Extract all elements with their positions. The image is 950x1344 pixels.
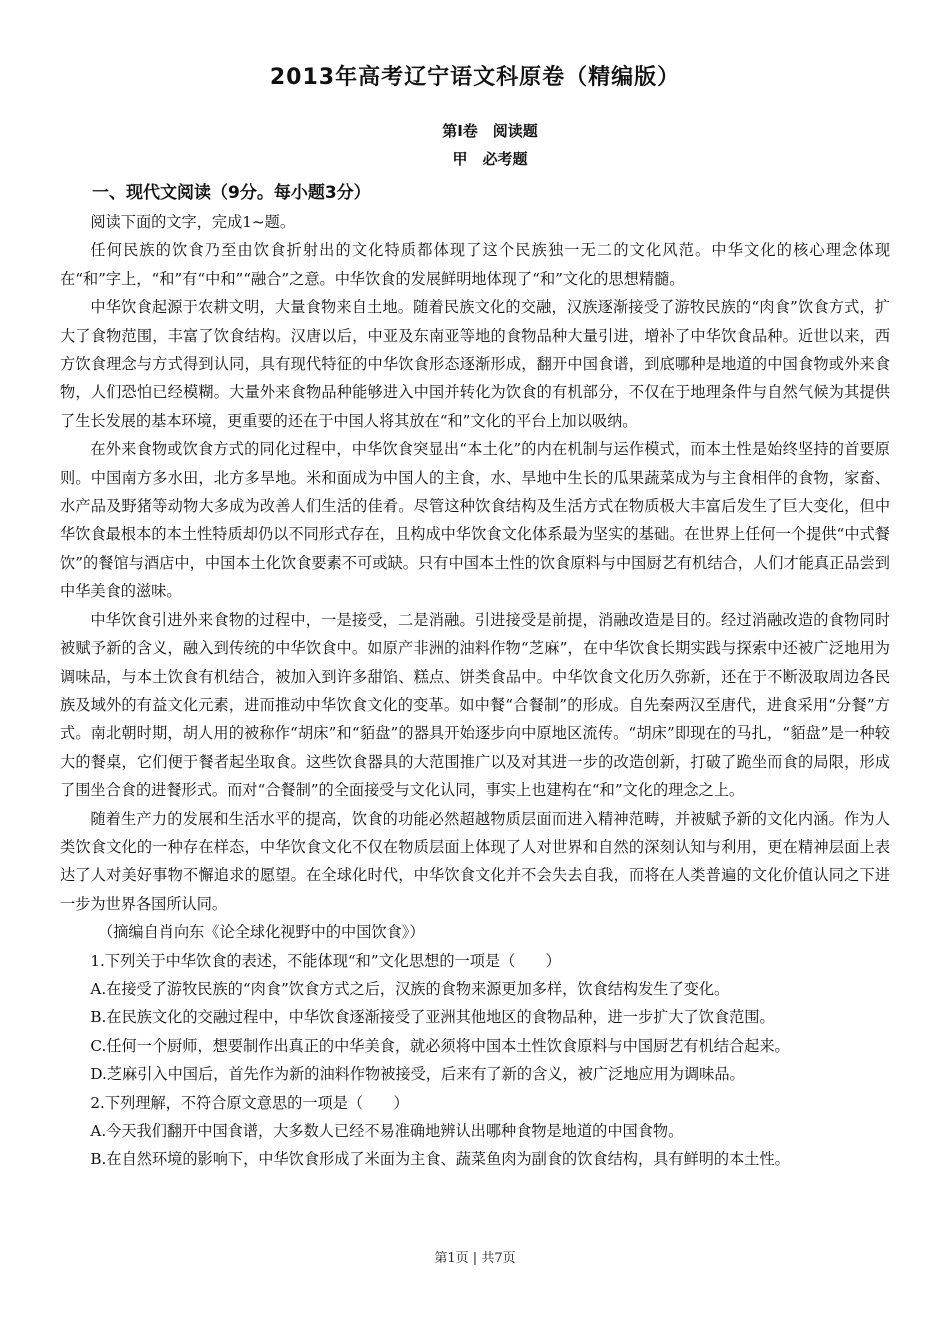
subpart-heading: 甲 必考题 [452, 150, 528, 168]
section-heading: 一、现代文阅读（9分。每小题3分） [92, 183, 371, 203]
paragraph: 中华饮食起源于农耕文明，大量食物来自土地。随着民族文化的交融，汉族逐渐接受了游牧民族的“肉食”饮食方式，扩大了食物范围，丰富了饮食结构。汉唐以后，中亚及东南亚等地的食物品种大量引进，增补了中华饮食品种。近世以来，西方饮食理念与方式得到认同，具有现代特征的中华饮食形态逐渐形成，翻开中国食谱，到底哪种是地道的中国食物或外来食物，人们恐怕已经模糊。大量外来食物品种能够进入中国并转化为饮食的有机部分，不仅在于地理条件与自然气候为其提供了生长发展的基本环境，更重要的还在于中国人将其放在“和”文化的平台上加以吸纳。 [60, 298, 890, 430]
instruction: 阅读下面的文字，完成1~题。 [90, 213, 296, 231]
part-heading: 第Ⅰ卷 阅读题 [442, 122, 538, 140]
question-option: A.在接受了游牧民族的“肉食”饮食方式之后，汉族的食物来源更加多样，饮食结构发生了变化。 [90, 979, 730, 998]
question-option: B.在自然环境的影响下，中华饮食形成了米面为主食、蔬菜鱼肉为副食的饮食结构，具有鲜明的本土性。 [90, 1150, 790, 1169]
reading-passage [60, 208, 890, 1174]
paragraph: 在外来食物或饮食方式的同化过程中，中华饮食突显出“本土化”的内在机制与运作模式，而本土性是始终坚持的首要原则。中国南方多水田，北方多旱地。米和面成为中国人的主食，水、旱地中生长的瓜果蔬菜成为与主食相伴的食物，家畜、水产品及野猪等动物大多成为改善人们生活的佳肴。尽管这种饮食结构及生活方式在物质极大丰富后发生了巨大变化，但中华饮食最根本的本土性特质却仍以不同形式存在，且构成中华饮食文化体系最为坚实的基础。在世界上任何一个提供“中式餐饮”的餐馆与酒店中，中国本土化饮食要素不可或缺。只有中国本土性的饮食原料与中国厨艺有机结合，人们才能真正品尝到中华美食的滋味。 [60, 440, 890, 601]
question-option: A.今天我们翻开中国食谱，大多数人已经不易准确地辨认出哪种食物是地道的中国食物。 [90, 1122, 684, 1140]
exam-title: 2013年高考辽宁语文科原卷（精编版） [269, 65, 681, 90]
question-option: C.任何一个厨师，想要制作出真正的中华美食，就必须将中国本土性饮食原料与中国厨艺有机结合起来。 [90, 1036, 790, 1055]
question-option: D.芝麻引入中国后，首先作为新的油料作物被接受，后来有了新的含义，被广泛地应用为调味品。 [90, 1065, 745, 1084]
question-option: B.在民族文化的交融过程中，中华饮食逐渐接受了亚洲其他地区的食物品种，进一步扩大了饮食范围。 [90, 1008, 775, 1027]
page-footer: 第1页 | 共7页 [434, 1251, 516, 1266]
source-citation: （摘编自肖向东《论全球化视野中的中国饮食》） [98, 923, 425, 942]
question-stem: 1.下列关于中华饮食的表述，不能体现“和”文化思想的一项是（ ） [90, 951, 561, 970]
question-stem: 2.下列理解，不符合原文意思的一项是（ ） [90, 1093, 409, 1112]
paragraph: 随着生产力的发展和生活水平的提高，饮食的功能必然超越物质层面而进入精神范畴，并被赋予新的文化内涵。作为人类饮食文化的一种存在样态，中华饮食文化不仅在物质层面上体现了人对世界和自然的深刻认知与利用，更在精神层面上表达了人对美好事物不懈追求的愿望。在全球化时代，中华饮食文化并不会失去自我，而将在人类普遍的文化价值认同之下进一步为世界各国所认同。 [60, 809, 890, 913]
paragraph: 中华饮食引进外来食物的过程中，一是接受，二是消融。引进接受是前提，消融改造是目的。经过消融改造的食物同时被赋予新的含义，融入到传统的中华饮食中。如原产非洲的油料作物“芝麻”，在中华饮食长期实践与探索中还被广泛地用为调味品，与本土饮食有机结合，被加入到许多甜馅、糕点、饼类食品中。中华饮食文化历久弥新，还在于不断汲取周边各民族及域外的有益文化元素，进而推动中华饮食文化的变革。如中餐“合餐制”的形成。自先秦两汉至唐代，进食采用“分餐”方式。南北朝时期，胡人用的被称作“胡床”和“貊盘”的器具开始逐步向中原地区流传。“胡床”即现在的马扎，“貊盘”是一种较大的餐桌，它们便于餐者起坐取食。这些饮食器具的大范围推广以及对其进一步的改造创新，打破了跪坐而食的局限，形成了围坐合食的进餐形式。而对“合餐制”的全面接受与文化认同，事实上也建构在“和”文化的理念之上。 [60, 610, 890, 800]
paragraph: 任何民族的饮食乃至由饮食折射出的文化特质都体现了这个民族独一无二的文化风范。中华文化的核心理念体现在“和”字上，“和”有“中和”“融合”之意。中华饮食的发展鲜明地体现了“和”文化的思想精髓。 [60, 241, 890, 288]
